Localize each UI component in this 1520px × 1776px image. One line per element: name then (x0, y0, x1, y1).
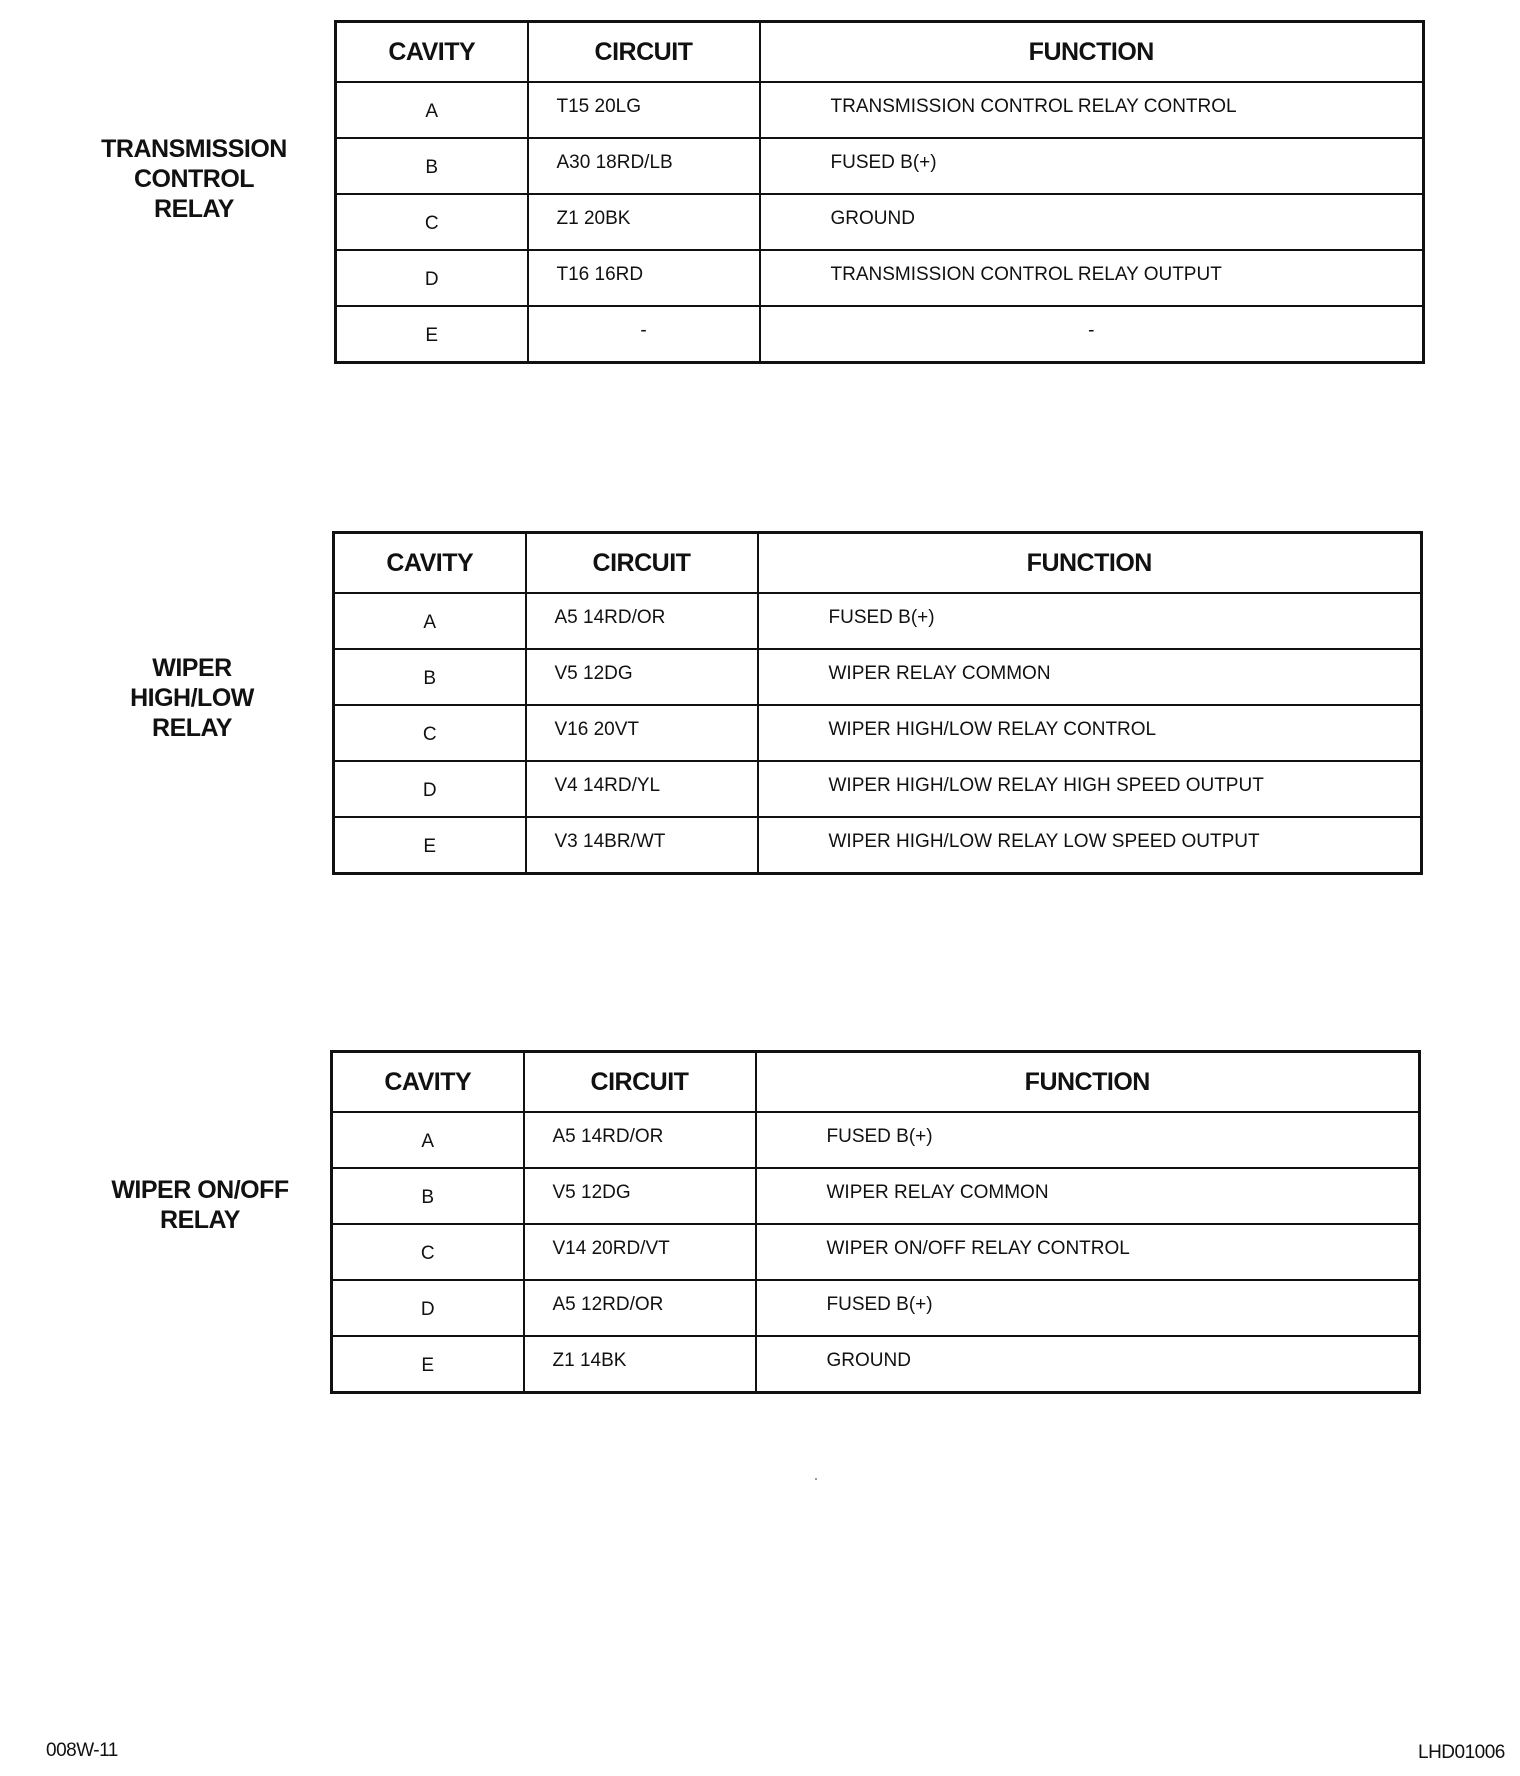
relay-label-line: CONTROL (133, 165, 255, 193)
cavity-cell: E (332, 1336, 524, 1393)
function-cell: GROUND (760, 194, 1424, 250)
circuit-cell: Z1 20BK (528, 194, 760, 250)
function-cell: FUSED B(+) (756, 1280, 1420, 1336)
cavity-cell: C (334, 705, 526, 761)
header-function: FUNCTION (758, 533, 1422, 594)
table-header-row (332, 1052, 1420, 1113)
relay-label (62, 653, 322, 743)
table-row (336, 306, 1424, 363)
circuit-cell: A30 18RD/LB (528, 138, 760, 194)
function-cell: WIPER RELAY COMMON (756, 1168, 1420, 1224)
pinout-table (330, 1050, 1421, 1394)
header-circuit: CIRCUIT (526, 533, 758, 594)
pinout-table (334, 20, 1425, 364)
circuit-cell: Z1 14BK (524, 1336, 756, 1393)
table-row (332, 1168, 1420, 1224)
table-row (334, 817, 1422, 874)
cavity-cell: A (332, 1112, 524, 1168)
header-circuit: CIRCUIT (528, 22, 760, 83)
function-cell: WIPER HIGH/LOW RELAY LOW SPEED OUTPUT (758, 817, 1422, 874)
relay-label (70, 1175, 330, 1235)
header-function: FUNCTION (760, 22, 1424, 83)
relay-label-line: WIPER ON/OFF (111, 1176, 289, 1204)
cavity-cell: A (334, 593, 526, 649)
function-cell: TRANSMISSION CONTROL RELAY OUTPUT (760, 250, 1424, 306)
circuit-cell: T16 16RD (528, 250, 760, 306)
table-row (332, 1280, 1420, 1336)
table-row (334, 705, 1422, 761)
cavity-cell: E (334, 817, 526, 874)
relay-label-line: RELAY (160, 1206, 240, 1234)
function-cell: GROUND (756, 1336, 1420, 1393)
header-cavity: CAVITY (334, 533, 526, 594)
function-cell: FUSED B(+) (756, 1112, 1420, 1168)
circuit-cell: A5 12RD/OR (524, 1280, 756, 1336)
table-header-row (334, 533, 1422, 594)
cavity-cell: B (334, 649, 526, 705)
table-row (336, 82, 1424, 138)
cavity-cell: B (332, 1168, 524, 1224)
table-header-row (336, 22, 1424, 83)
table-row (332, 1112, 1420, 1168)
header-cavity: CAVITY (332, 1052, 524, 1113)
cavity-cell: C (336, 194, 528, 250)
function-cell: WIPER RELAY COMMON (758, 649, 1422, 705)
circuit-cell: A5 14RD/OR (524, 1112, 756, 1168)
cavity-cell: A (336, 82, 528, 138)
function-cell: WIPER HIGH/LOW RELAY CONTROL (758, 705, 1422, 761)
table-row (334, 649, 1422, 705)
relay-label-line: RELAY (154, 195, 234, 223)
footer-page-code: 008W-11 (46, 1740, 118, 1761)
header-cavity: CAVITY (336, 22, 528, 83)
scan-speck (815, 1478, 817, 1480)
table-row (334, 593, 1422, 649)
function-cell: TRANSMISSION CONTROL RELAY CONTROL (760, 82, 1424, 138)
header-function: FUNCTION (756, 1052, 1420, 1113)
relay-label-line: WIPER (152, 654, 232, 682)
circuit-cell: - (528, 306, 760, 363)
cavity-cell: E (336, 306, 528, 363)
cavity-cell: D (334, 761, 526, 817)
cavity-cell: D (332, 1280, 524, 1336)
table-row (336, 138, 1424, 194)
table-row (332, 1336, 1420, 1393)
relay-label (64, 134, 324, 224)
table-row (336, 250, 1424, 306)
circuit-cell: V14 20RD/VT (524, 1224, 756, 1280)
header-circuit: CIRCUIT (524, 1052, 756, 1113)
cavity-cell: C (332, 1224, 524, 1280)
footer-figure-code: LHD01006 (1418, 1742, 1505, 1763)
function-cell: FUSED B(+) (760, 138, 1424, 194)
function-cell: WIPER HIGH/LOW RELAY HIGH SPEED OUTPUT (758, 761, 1422, 817)
circuit-cell: V16 20VT (526, 705, 758, 761)
circuit-cell: V5 12DG (526, 649, 758, 705)
cavity-cell: B (336, 138, 528, 194)
pinout-table (332, 531, 1423, 875)
circuit-cell: T15 20LG (528, 82, 760, 138)
function-cell: WIPER ON/OFF RELAY CONTROL (756, 1224, 1420, 1280)
function-cell: - (760, 306, 1424, 363)
table-row (336, 194, 1424, 250)
function-cell: FUSED B(+) (758, 593, 1422, 649)
circuit-cell: A5 14RD/OR (526, 593, 758, 649)
table-row (332, 1224, 1420, 1280)
relay-label-line: RELAY (152, 714, 232, 742)
circuit-cell: V4 14RD/YL (526, 761, 758, 817)
relay-label-line: TRANSMISSION (101, 135, 287, 163)
relay-label-line: HIGH/LOW (130, 684, 254, 712)
circuit-cell: V5 12DG (524, 1168, 756, 1224)
table-row (334, 761, 1422, 817)
circuit-cell: V3 14BR/WT (526, 817, 758, 874)
cavity-cell: D (336, 250, 528, 306)
